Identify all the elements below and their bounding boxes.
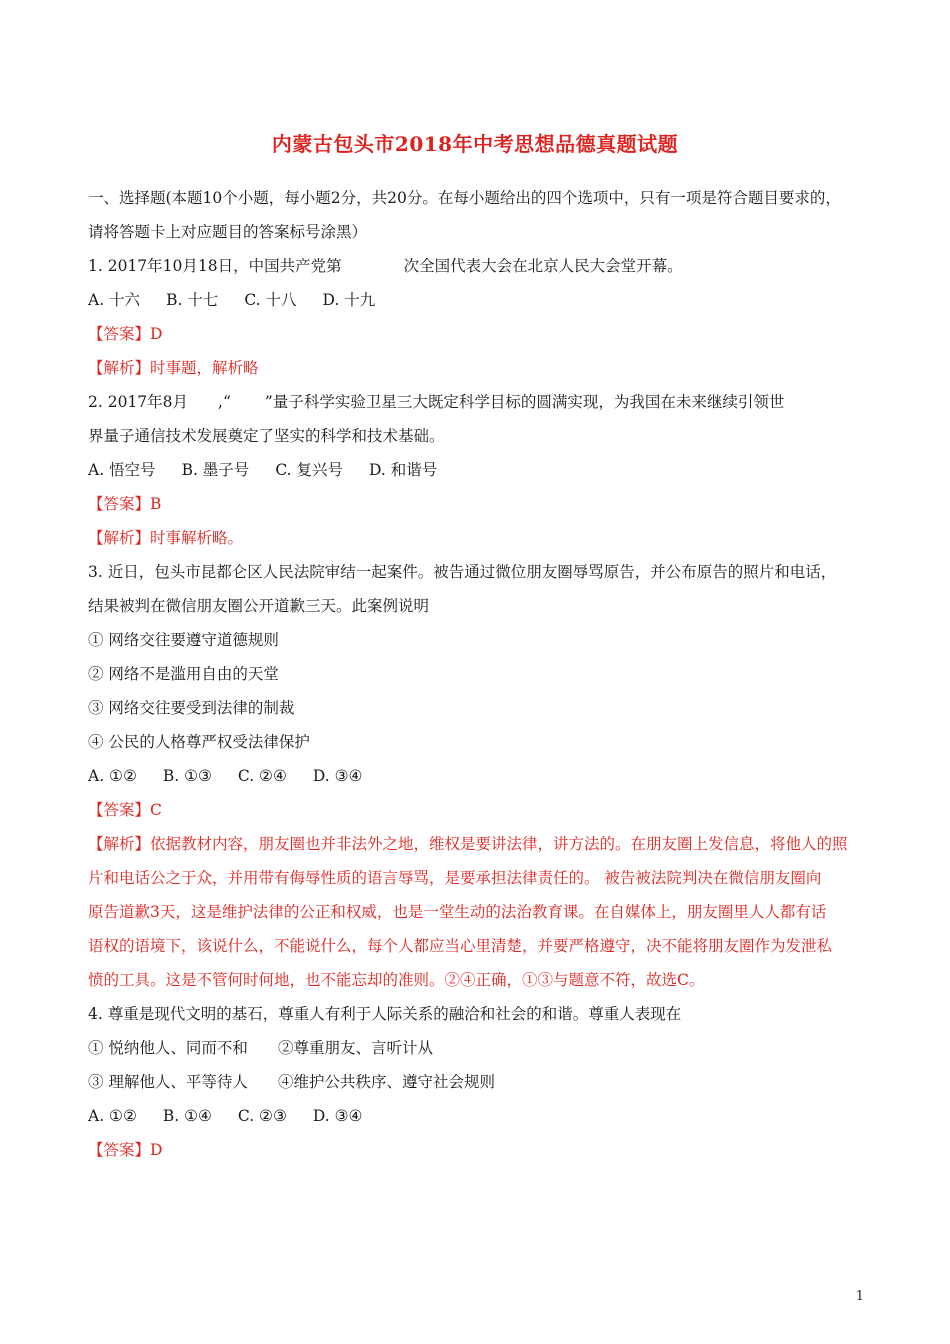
question-2-stem-part-a: 2. 2017年8月 (88, 393, 189, 411)
option-a: A. ①② (88, 767, 137, 785)
question-1-stem (88, 249, 873, 283)
option-b: B. ①③ (162, 767, 212, 785)
option-d: D. 十九 (322, 291, 376, 309)
question-3-item-1: ① 网络交往要遵守道德规则 (88, 631, 279, 649)
option-b: B. 十七 (166, 291, 219, 309)
question-3-analysis-line-3: 原告道歉3天，这是维护法律的公正和权威，也是一堂生动的法治教育课。在自媒体上，朋友圈里人人都有话 (88, 903, 827, 921)
question-2-stem-part-b: ,“ (218, 393, 231, 411)
option-a: A. ①② (88, 1107, 137, 1125)
question-2-options (88, 453, 873, 487)
question-4-item-2: ②尊重朋友、言听计从 (277, 1039, 433, 1057)
question-4-items-row-1 (88, 1031, 873, 1065)
question-3-analysis-line-1: 【解析】依据教材内容，朋友圈也并非法外之地，维权是要讲法律，讲方法的。在朋友圈上发信息，将他人的照 (88, 835, 848, 853)
question-1-stem-part-a: 1. 2017年10月18日，中国共产党第 (88, 257, 342, 275)
option-d: D. ③④ (312, 767, 363, 785)
option-a: A. 悟空号 (88, 461, 156, 479)
question-4-stem: 4. 尊重是现代文明的基石，尊重人有利于人际关系的融洽和社会的和谐。尊重人表现在 (88, 1005, 682, 1023)
section-intro-line-2: 请将答题卡上对应题目的答案标号涂黑） (88, 223, 368, 241)
question-2-stem-line-2: 界量子通信技术发展奠定了坚实的科学和技术基础。 (88, 427, 445, 445)
question-3-stem-line-1: 3. 近日，包头市昆都仑区人民法院审结一起案件。被告通过微位朋友圈辱骂原告，并公布原告的照片和电话， (88, 563, 837, 581)
document-body (88, 181, 873, 1167)
question-3-analysis-line-4: 语权的语境下，该说什么，不能说什么，每个人都应当心里清楚，并要严格遵守，决不能将朋友圈作为发泄私 (88, 937, 833, 955)
page-title: 内蒙古包头市2018年中考思想品德真题试题 (271, 132, 679, 156)
option-b: B. ①④ (162, 1107, 212, 1125)
option-c: C. 十八 (244, 291, 297, 309)
question-2-stem (88, 385, 873, 419)
question-2-answer: 【答案】B (88, 495, 162, 513)
section-intro-line-1: 一、选择题(本题10个小题，每小题2分，共20分。在每小题给出的四个选项中，只有一项是符合题目要求的， (88, 189, 841, 207)
question-4-item-3: ③ 理解他人、平等待人 (88, 1073, 248, 1091)
question-1-stem-part-b: 次全国代表大会在北京人民大会堂开幕。 (403, 257, 683, 275)
question-4-items-row-2 (88, 1065, 873, 1099)
option-b: B. 墨子号 (181, 461, 250, 479)
question-1-answer: 【答案】D (88, 325, 163, 343)
question-4-item-4: ④维护公共秩序、遵守社会规则 (277, 1073, 495, 1091)
page-number: 1 (855, 1289, 864, 1304)
option-a: A. 十六 (88, 291, 141, 309)
option-c: C. 复兴号 (275, 461, 343, 479)
question-3-analysis-line-2: 片和电话公之于众，并用带有侮辱性质的语言辱骂，是要承担法律责任的。 被告被法院判决在微信朋友圈向 (88, 869, 822, 887)
option-c: C. ②③ (237, 1107, 287, 1125)
question-2-analysis: 【解析】时事解析略。 (88, 529, 244, 547)
question-3-item-3: ③ 网络交往要受到法律的制裁 (88, 699, 295, 717)
question-3-item-2: ② 网络不是滥用自由的天堂 (88, 665, 279, 683)
question-3-stem-line-2: 结果被判在微信朋友圈公开道歉三天。此案例说明 (88, 597, 430, 615)
question-3-analysis-line-5: 愤的工具。这是不管何时何地，也不能忘却的准则。②④正确，①③与题意不符，故选C。 (88, 971, 705, 989)
question-2-stem-part-c: ”量子科学实验卫星三大既定科学目标的圆满实现，为我国在未来继续引领世 (264, 393, 785, 411)
option-c: C. ②④ (237, 767, 287, 785)
question-3-item-4: ④ 公民的人格尊严权受法律保护 (88, 733, 310, 751)
option-d: D. ③④ (312, 1107, 363, 1125)
question-3-options (88, 759, 873, 793)
question-3-answer: 【答案】C (88, 801, 162, 819)
question-1-options (88, 283, 873, 317)
question-1-analysis: 【解析】时事题，解析略 (88, 359, 259, 377)
option-d: D. 和谐号 (368, 461, 438, 479)
question-4-answer: 【答案】D (88, 1141, 163, 1159)
question-4-options (88, 1099, 873, 1133)
question-4-item-1: ① 悦纳他人、同而不和 (88, 1039, 248, 1057)
